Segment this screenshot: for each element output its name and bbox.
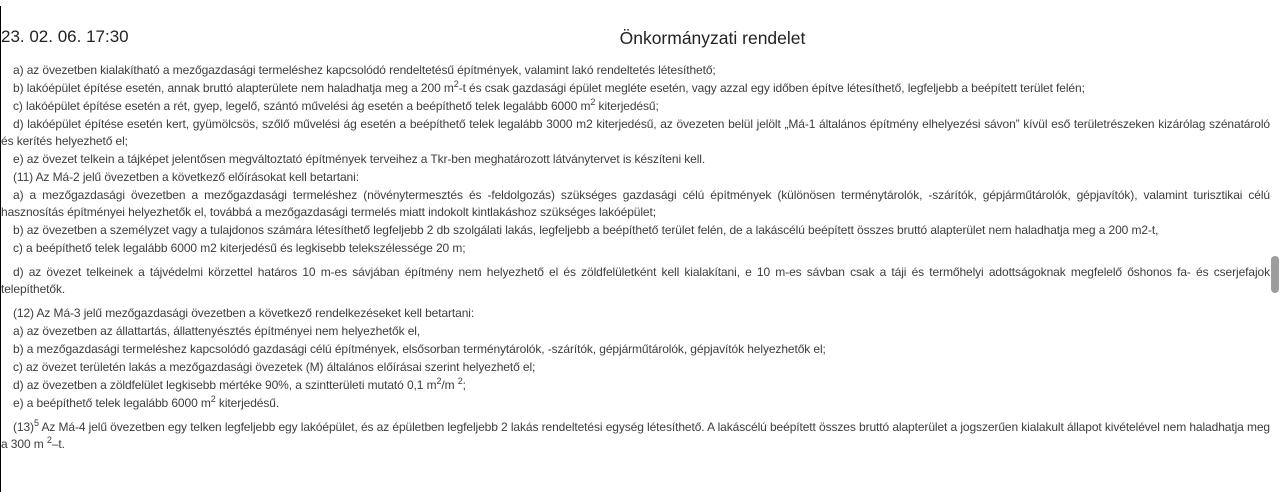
paragraph: e) az övezet telkein a tájképet jelentősen megváltoztató építmények terveihez a Tkr-ben meghatározott látványtervet is készíteni kell.: [13, 152, 706, 166]
paragraph: b) a mezőgazdasági termeléshez kapcsolódó gazdasági célú építmények, elsősorban terménytárolók, -szárítók, gépjárműtárolók, gépjavítók helyezhetők el;: [13, 342, 826, 356]
superscript: 2: [210, 394, 216, 404]
page-title: Önkormányzati rendelet: [619, 28, 806, 48]
superscript: 2: [436, 376, 442, 386]
paragraph: a) a mezőgazdasági övezetben a mezőgazdasági termeléshez (növénytermesztés és -feldolgozás) szükséges gazdasági célú építmények (különösen terménytárolók, -szárítók, gépjárműtárolók, gépjavítók), valamint turisztikai célú hasznosítás építményei helyezhetők el, továbbá a mezőgazdasági termelés miatt indokolt kintlakáshoz szükséges lakóépület;: [1, 188, 1270, 219]
paragraph: e) a beépíthető telek legalább 6000 $m^2$ kiterjedésű.: [13, 394, 280, 410]
paragraph: d) az övezetben a zöldfelület legkisebb mértéke 90%, a szintterületi mutató 0,1 $m^2/m$ $^2$;: [13, 376, 466, 392]
paragraph: c) az övezet területén lakás a mezőgazdasági övezetek (M) általános előírásai szerint helyezhető el;: [13, 360, 536, 374]
paragraph: d) lakóépület építése esetén kert, gyümölcsös, szőlő művelési ág esetén a beépíthető telek legalább 3000 m2 kiterjedésű, az övezeten belül jelölt „Má-1 általános építmény elhelyezési sávon” kívül eső területrészeken kizárólag szénatároló és kerítés helyezhető el;: [1, 117, 1270, 148]
vertical-scrollbar-thumb[interactable]: [1271, 256, 1279, 293]
paragraph: a) az övezetben kialakítható a mezőgazdasági termeléshez kapcsolódó rendeltetésű építmények, valamint lakó rendeltetés létesíthető;: [13, 63, 716, 77]
superscript: 2: [590, 97, 596, 107]
paragraph: c) lakóépület építése esetén a rét, gyep, legelő, szántó művelési ág esetén a beépíthető telek legalább 6000 $m^2$ kiterjedésű;: [13, 97, 659, 113]
superscript: 5: [33, 418, 39, 428]
paragraph: $(13)^5$ Az Má-4 jelű övezetben egy telken legfeljebb egy lakóépület, és az épületben legfeljebb 2 lakás rendeltetési egység létesíthető. A lakáscélú beépített összes bruttó alapterület a jogszerűen kialakult állapot kivételével nem haladhatja meg a 300 m $^2$–t.: [1, 418, 1270, 451]
superscript: 2: [453, 79, 459, 89]
paragraph: a) az övezetben az állattartás, állattenyésztés építményei nem helyezhetők el,: [13, 324, 421, 338]
paragraph: (12) Az Má-3 jelű mezőgazdasági övezetben a következő rendelkezéseket kell betartani:: [13, 306, 475, 320]
paragraph: c) a beépíthető telek legalább 6000 m2 kiterjedésű és legkisebb telekszélessége 20 m;: [13, 241, 466, 255]
header-datetime: 23. 02. 06. 17:30: [1, 27, 129, 46]
paragraph: b) az övezetben a személyzet vagy a tulajdonos számára létesíthető legfeljebb 2 db szolgálati lakás, legfeljebb a beépíthető terület felén, de a lakáscélú beépített összes bruttó alapterület nem haladhatja meg a 200 m2-t,: [13, 223, 1159, 237]
superscript: 2: [46, 435, 52, 445]
paragraph: d) az övezet telkeinek a tájvédelmi körzettel határos 10 m-es sávjában építmény nem helyezhető el és zöldfelületként kell kialakítani, e 10 m-es sávban csak a táji és termőhelyi adottságoknak megfelelő őshonos fa- és cserjefajok telepíthetők.: [1, 265, 1270, 296]
superscript: 2: [457, 376, 463, 386]
document-body: [1, 62, 1270, 454]
paragraph: (11) Az Má-2 jelű övezetben a következő előírásokat kell betartani:: [13, 170, 359, 184]
paragraph: b) lakóépület építése esetén, annak bruttó alapterülete nem haladhatja meg a 200 $m^2-t$ és csak gazdasági épület megléte esetén, vagy azzal egy időben építve létesíthető, legfeljebb a beépített terület felén;: [13, 79, 1085, 95]
